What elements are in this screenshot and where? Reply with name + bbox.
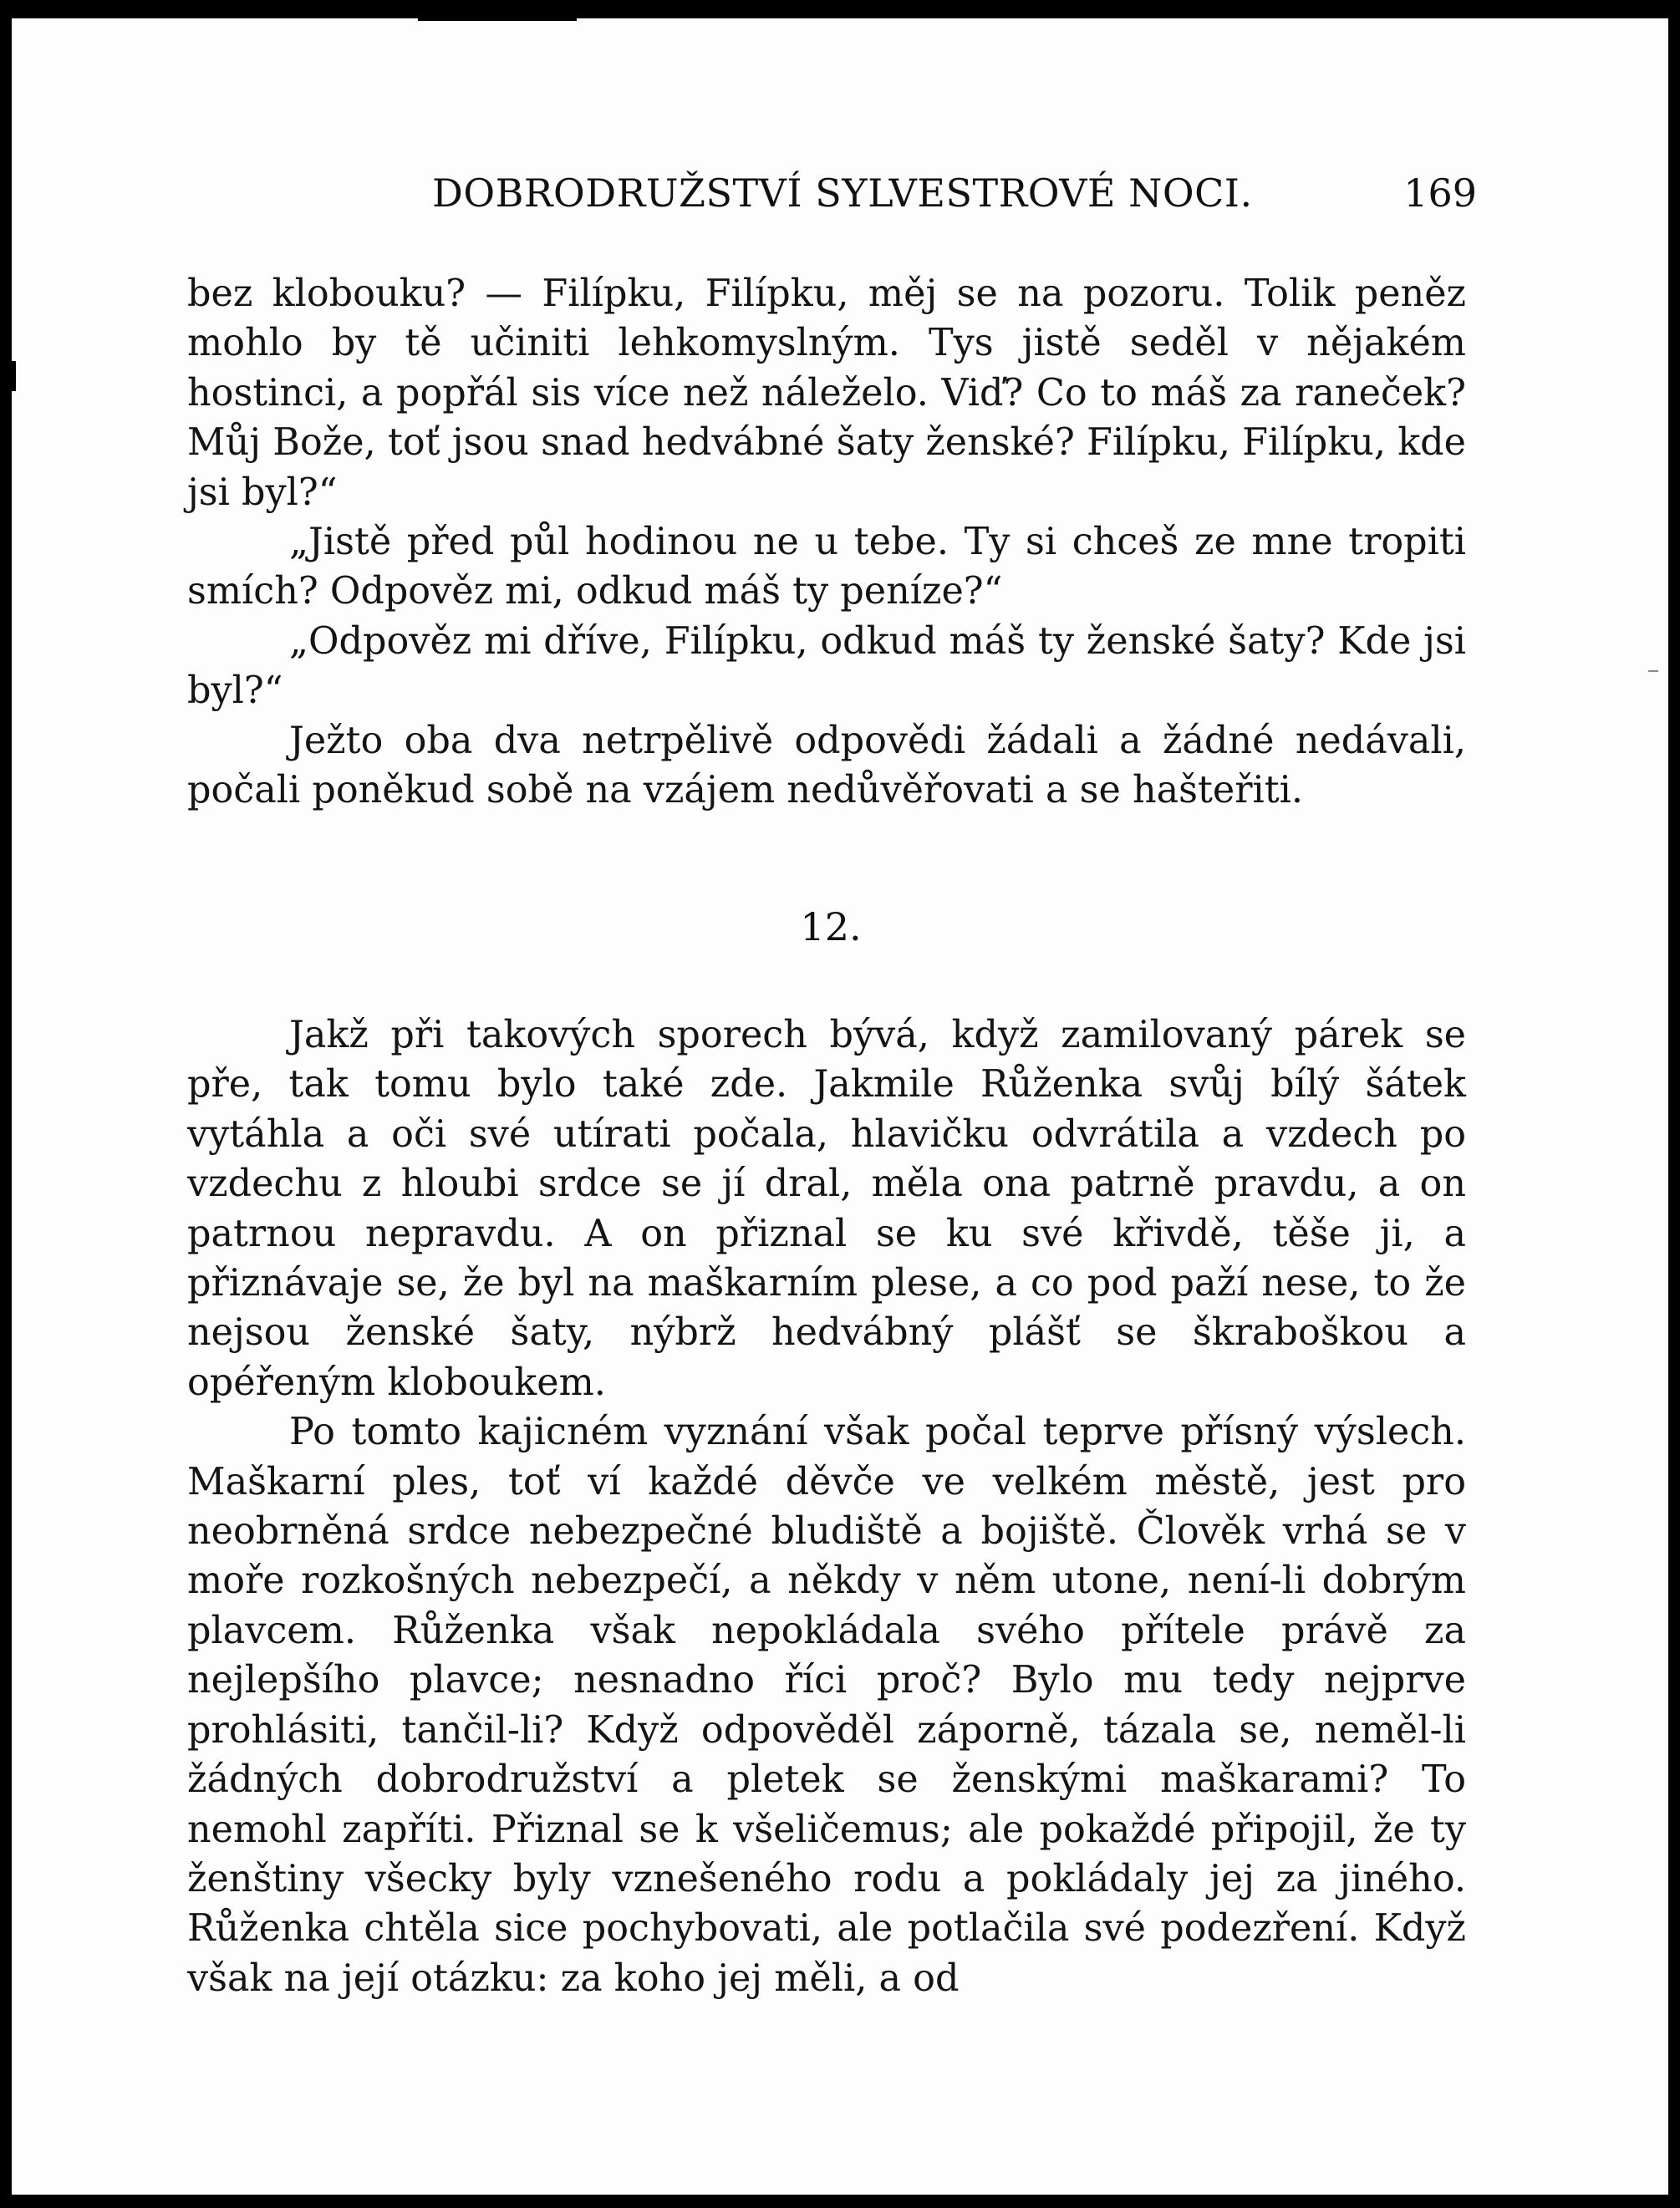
right-edge-mark [1648, 670, 1658, 672]
page-number: 169 [1403, 170, 1477, 216]
chapter-number: 12. [800, 904, 862, 949]
left-edge-mark [12, 361, 16, 391]
top-crop-mark [418, 18, 577, 21]
paragraph: Jakž při takových sporech bývá, když zamilovaný párek se pře, tak tomu bylo také zde. Jakmile Růženka svůj bílý šátek vytáhla a oči své utírati počala, hlavičku odvrátila a vzdech po vzdechu z hloubi srdce se jí dral, měla ona patrně pravdu, a on patrnou nepravdu. A on přiznal se ku své křivdě, těše ji, a přiznávaje se, že byl na maškarním plese, a co pod paží nese, to že nejsou ženské šaty, nýbrž hedvábný plášť se škraboškou a opéřeným kloboukem. [187, 1014, 1466, 1404]
paragraph: bez klobouku? — Filípku, Filípku, měj se na pozoru. Tolik peněz mohlo by tě učiniti lehkomyslným. Tys jistě seděl v nějakém hostinci, a popřál sis více než náleželo. Viď? Co to máš za raneček? Můj Bože, toť jsou snad hedvábné šaty ženské? Filípku, Filípku, kde jsi byl?“ [187, 272, 1466, 514]
page-header [186, 144, 1477, 219]
text-block-bottom [187, 1010, 1466, 2003]
running-title: DOBRODRUŽSTVÍ SYLVESTROVÉ NOCI. [432, 170, 1253, 216]
paragraph: Ježto oba dva netrpělivě odpovědi žádali a žádné nedávali, počali poněkud sobě na vzájem nedůvěřovati a se hašteřiti. [187, 719, 1466, 812]
paragraph: Po tomto kajicném vyznání však počal teprve přísný výslech. Maškarní ples, toť ví každé děvče ve velkém městě, jest pro neobrněná srdce nebezpečné bludiště a bojiště. Člověk vrhá se v moře rozkošných nebezpečí, a někdy v něm utone, není-li dobrým plavcem. Růženka však nepokládala svého přítele právě za nejlepšího plavce; nesnadno říci proč? Bylo mu tedy nejprve prohlásiti, tančil-li? Když odpověděl záporně, tázala se, neměl-li žádných dobrodružství a pletek se ženskými maškarami? To nemohl zapříti. Přiznal se k všeličemus; ale pokaždé připojil, že ty ženštiny všecky byly vznešeného rodu a pokládaly jej za jiného. Růženka chtěla sice pochybovati, ale potlačila své podezření. Když však na její otázku: za koho jej měli, a od [187, 1411, 1466, 2000]
paragraph: „Jistě před půl hodinou ne u tebe. Ty si chceš ze mne tropiti smích? Odpověz mi, odkud máš ty peníze?“ [187, 521, 1466, 613]
paragraph: „Odpověz mi dříve, Filípku, odkud máš ty ženské šaty? Kde jsi byl?“ [187, 619, 1466, 713]
text-block-top [187, 269, 1466, 815]
book-page [12, 18, 1668, 2195]
